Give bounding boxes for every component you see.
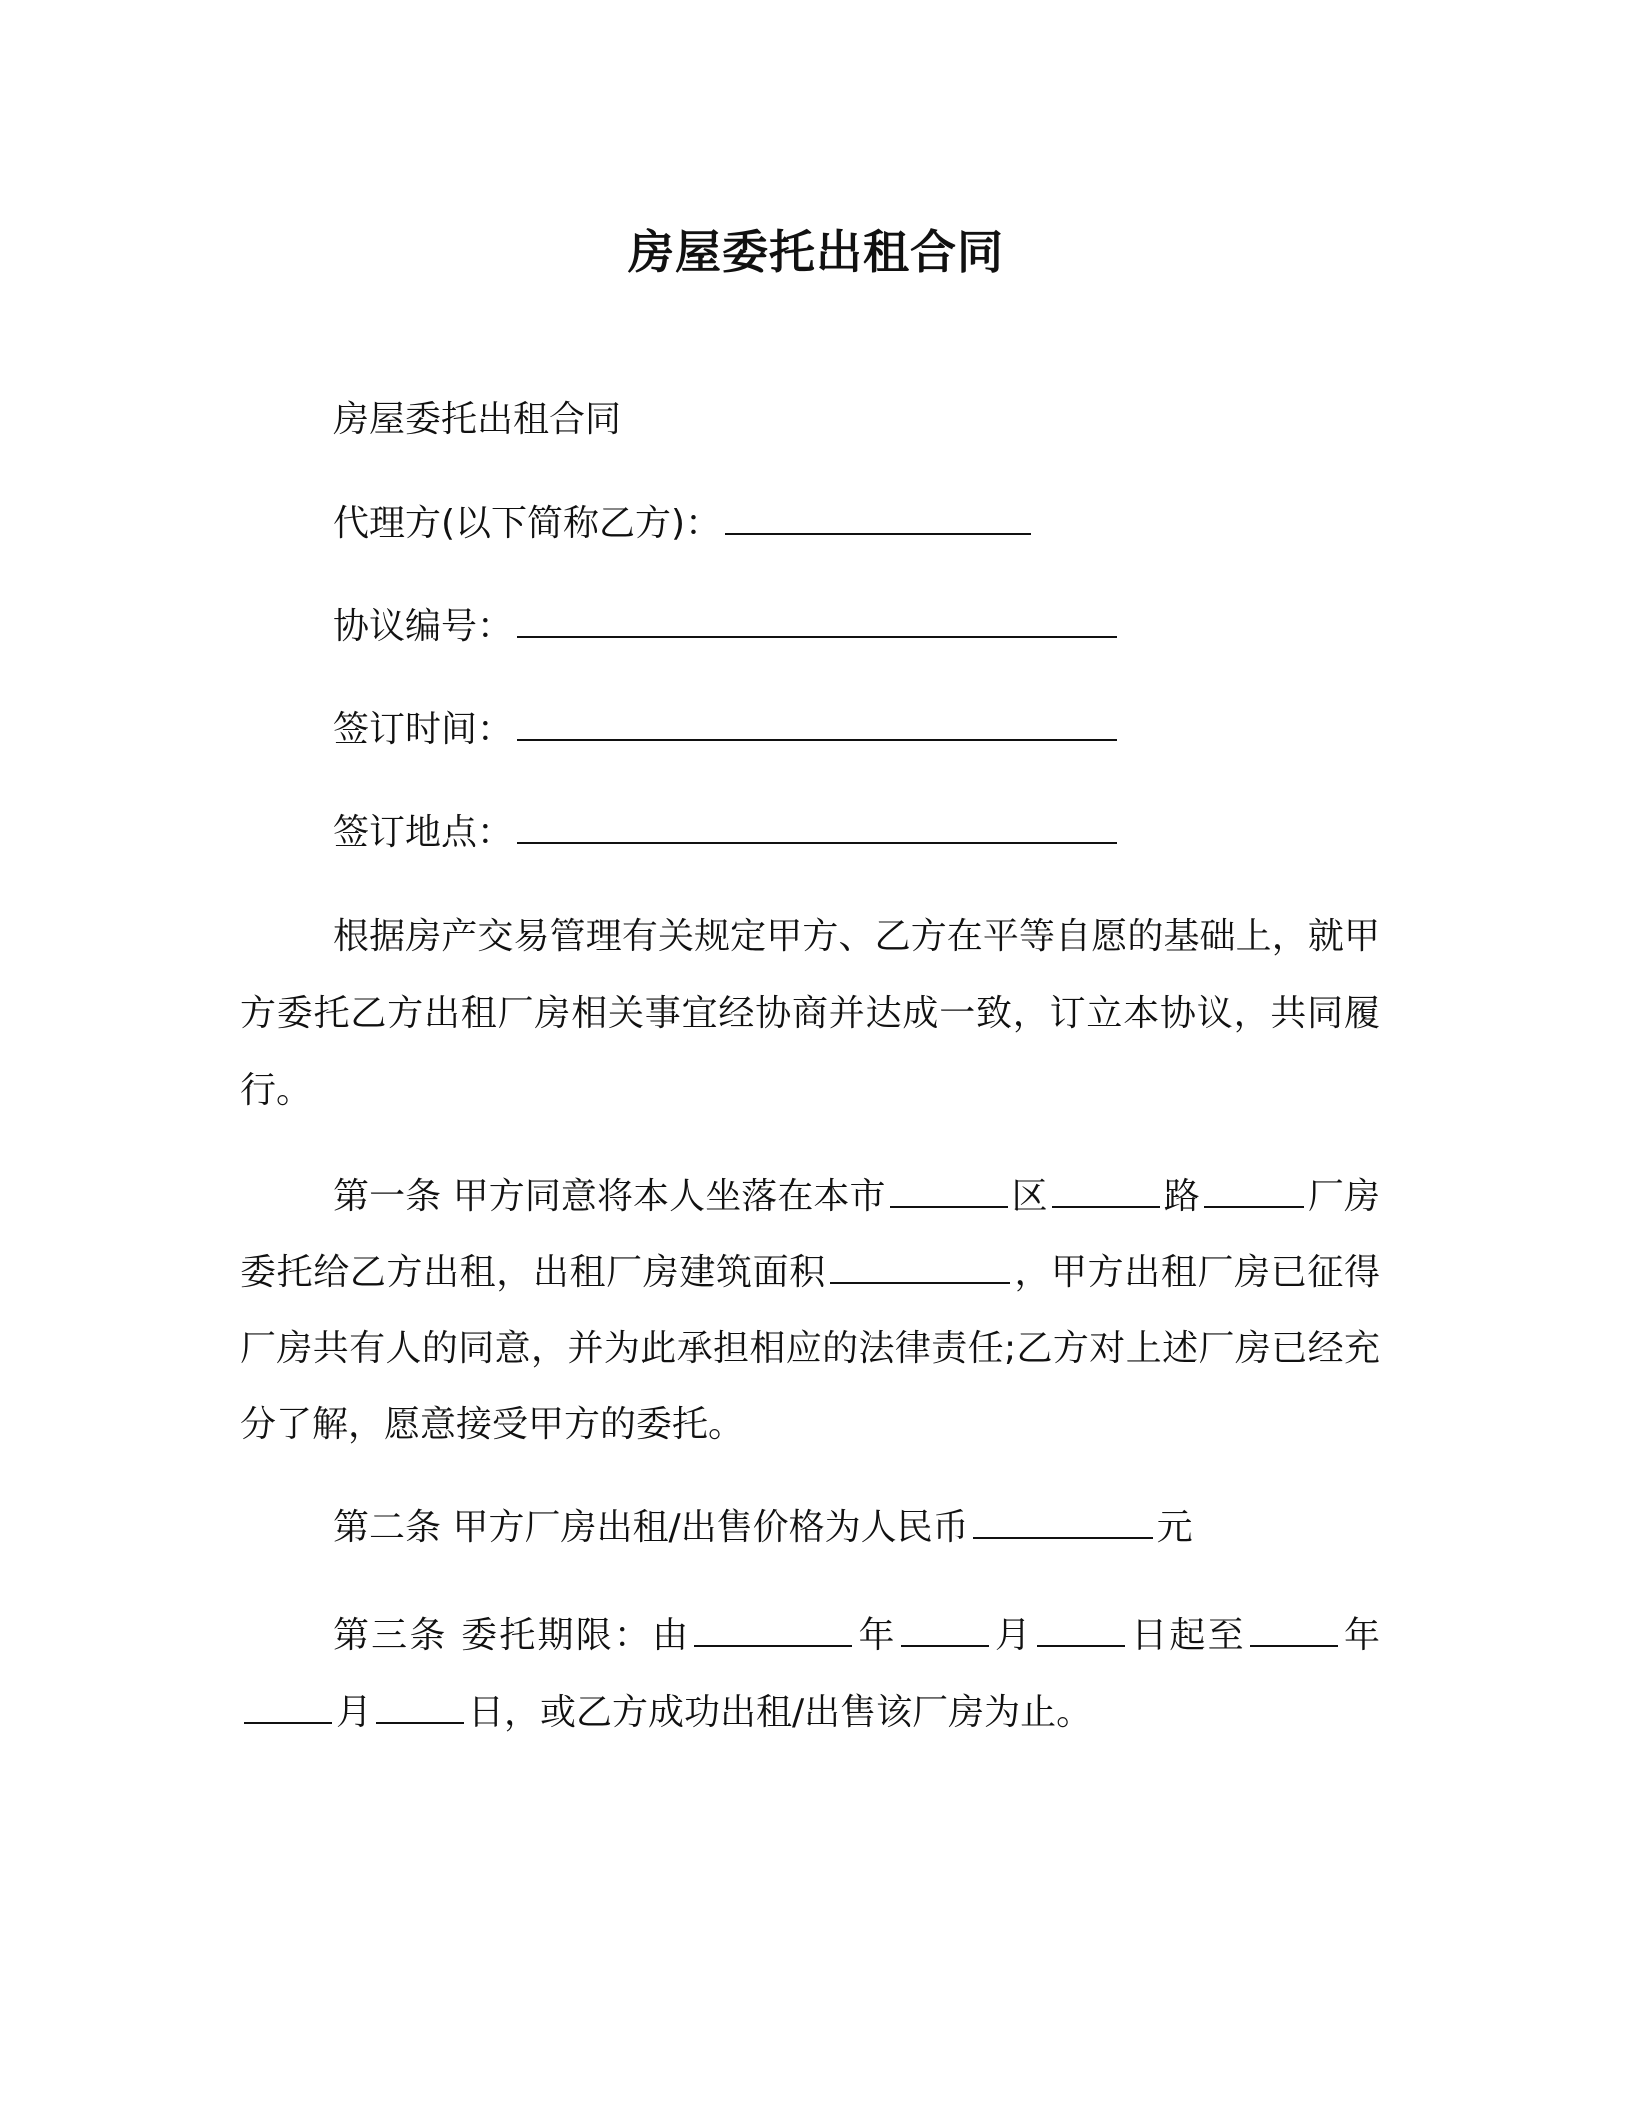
price-blank [973, 1507, 1153, 1539]
signing-time-blank [517, 709, 1117, 741]
agent-field [333, 500, 1035, 548]
agent-label: 代理方(以下简称乙方)： [333, 503, 722, 544]
address-blank [1204, 1176, 1304, 1208]
start-month-blank [901, 1615, 989, 1647]
signing-place-field [333, 809, 1121, 857]
article-3-paragraph [240, 1597, 1380, 1751]
article-3-text-2: 年 [856, 1615, 897, 1656]
signing-place-label: 签订地点： [333, 812, 514, 853]
article-1-text-4: 厂房委托给乙方出租，出租厂房建筑面积 [240, 1176, 1380, 1293]
article-2-text-1: 第二条 甲方厂房出租/出售价格为人民币 [333, 1507, 969, 1548]
article-1-text-5: ，甲方出租厂房已征得厂房共有人的同意，并为此承担相应的法律责任;乙方对上述厂房已经充分了解，愿意接受甲方的委托。 [240, 1252, 1380, 1445]
agent-blank [725, 503, 1031, 535]
article-3-text-4: 日起至 [1129, 1615, 1246, 1656]
article-3-text-5: 年 [1341, 1615, 1380, 1656]
document-subtitle: 房屋委托出租合同 [333, 399, 622, 440]
article-3-text-3: 月 [992, 1615, 1034, 1656]
agreement-number-blank [517, 606, 1117, 638]
start-year-blank [694, 1615, 852, 1647]
article-1-paragraph [240, 1159, 1380, 1463]
district-blank [890, 1176, 1008, 1208]
agreement-number-field [333, 603, 1121, 651]
end-month-blank [244, 1692, 332, 1724]
road-blank [1052, 1176, 1160, 1208]
document-title: 房屋委托出租合同 [628, 225, 1004, 279]
area-blank [830, 1252, 1010, 1284]
article-2-text-2: 元 [1156, 1507, 1193, 1548]
signing-time-label: 签订时间： [333, 709, 514, 750]
article-3-text-7: 日，或乙方成功出租/出售该厂房为止。 [468, 1692, 1093, 1733]
article-3-text-1: 第三条 委托期限：由 [333, 1615, 691, 1656]
preamble-paragraph: 根据房产交易管理有关规定甲方、乙方在平等自愿的基础上，就甲方委托乙方出租厂房相关事宜经协商并达成一致，订立本协议，共同履行。 [240, 916, 1380, 1111]
signing-place-blank [517, 812, 1117, 844]
agreement-number-label: 协议编号： [333, 606, 514, 647]
article-1-text-1: 第一条 甲方同意将本人坐落在本市 [333, 1176, 886, 1217]
article-2-paragraph [240, 1489, 1380, 1566]
article-1-text-2: 区 [1011, 1176, 1048, 1217]
start-day-blank [1037, 1615, 1125, 1647]
end-day-blank [376, 1692, 464, 1724]
signing-time-field [333, 706, 1121, 754]
end-year-blank [1250, 1615, 1338, 1647]
article-1-text-3: 路 [1163, 1176, 1200, 1217]
article-3-text-6: 月 [336, 1692, 373, 1733]
